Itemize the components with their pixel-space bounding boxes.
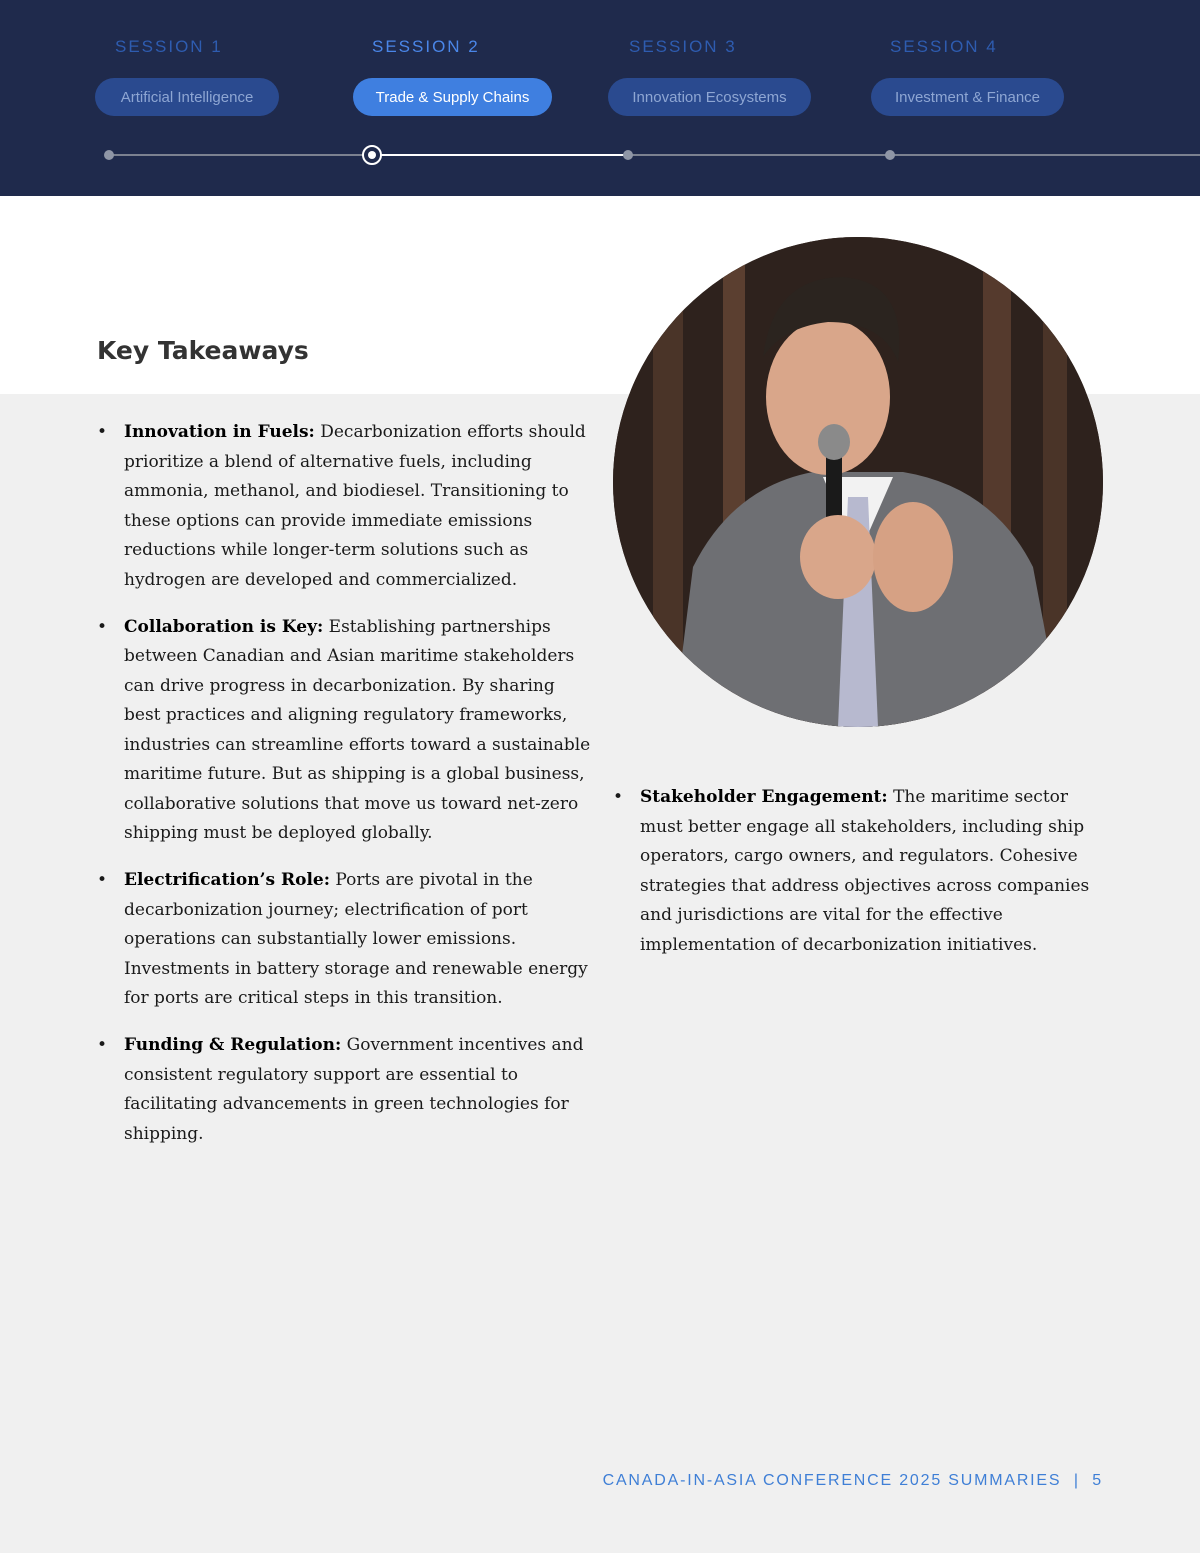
speaker-illustration	[613, 237, 1103, 727]
page-footer: CANADA-IN-ASIA CONFERENCE 2025 SUMMARIES | 5	[602, 1472, 1103, 1489]
takeaway-lead: Stakeholder Engagement:	[640, 787, 888, 807]
takeaway-lead: Collaboration is Key:	[124, 616, 324, 637]
timeline-segment-active	[372, 154, 628, 156]
takeaway-text: Decarbonization efforts should prioritize a blend of alternative fuels, including ammonia, methanol, and biodiesel. Transitioning to these options can provide immediate emissions reductions while longer-term solutions such as hydrogen are developed and commercialized.	[124, 422, 586, 590]
session-2-label: SESSION 2	[372, 37, 480, 56]
takeaways-left-column	[97, 418, 592, 1167]
takeaway-text: Ports are pivotal in the decarbonization journey; electrification of port operations can substantially lower emissions. Investments in battery storage and renewable energy for ports are critical steps in this transition.	[124, 870, 588, 1008]
timeline-dot-4[interactable]	[885, 150, 895, 160]
timeline-segment	[628, 154, 1200, 156]
takeaway-item	[97, 866, 592, 1014]
takeaway-item	[97, 418, 592, 595]
session-4-label: SESSION 4	[890, 37, 998, 56]
takeaway-item	[613, 783, 1103, 960]
takeaway-text: Government incentives and consistent regulatory support are essential to facilitating advancements in green technologies for shipping.	[124, 1035, 584, 1144]
session-1-label: SESSION 1	[115, 37, 223, 56]
timeline-segment	[109, 154, 372, 156]
bullet-icon: •	[613, 787, 624, 807]
takeaway-text: The maritime sector must better engage all stakeholders, including ship operators, cargo owners, and regulators. Cohesive strategies that address objectives across companies and jurisdictions are vital for the effective implementation of decarbonization initiatives.	[640, 787, 1090, 955]
takeaway-item	[97, 613, 592, 849]
bullet-icon: •	[97, 422, 108, 442]
timeline-dot-1[interactable]	[104, 150, 114, 160]
session-3-label: SESSION 3	[629, 37, 737, 56]
bullet-icon: •	[97, 870, 108, 890]
timeline-dot-2-active[interactable]	[362, 145, 382, 165]
session-3-pill[interactable]: Innovation Ecosystems	[608, 78, 811, 116]
takeaway-lead: Innovation in Fuels:	[124, 422, 315, 442]
takeaway-item	[97, 1031, 592, 1149]
timeline-dot-3[interactable]	[623, 150, 633, 160]
speaker-photo	[613, 237, 1103, 727]
takeaways-right-column	[613, 783, 1103, 978]
section-title: Key Takeaways	[97, 336, 309, 365]
takeaway-lead: Electrification’s Role:	[124, 870, 331, 890]
session-1-pill[interactable]: Artificial Intelligence	[95, 78, 279, 116]
bullet-icon: •	[97, 616, 108, 637]
takeaway-text: Establishing partnerships between Canadian and Asian maritime stakeholders can drive progress in decarbonization. By sharing best practices and aligning regulatory frameworks, industries can streamline efforts toward a sustainable maritime future. But as shipping is a global business, collaborative solutions that move us toward net-zero shipping must be deployed globally.	[124, 616, 591, 843]
bullet-icon: •	[97, 1035, 108, 1055]
session-navigation-header	[0, 0, 1200, 196]
session-2-pill[interactable]: Trade & Supply Chains	[353, 78, 552, 116]
takeaway-lead: Funding & Regulation:	[124, 1035, 342, 1055]
session-4-pill[interactable]: Investment & Finance	[871, 78, 1064, 116]
